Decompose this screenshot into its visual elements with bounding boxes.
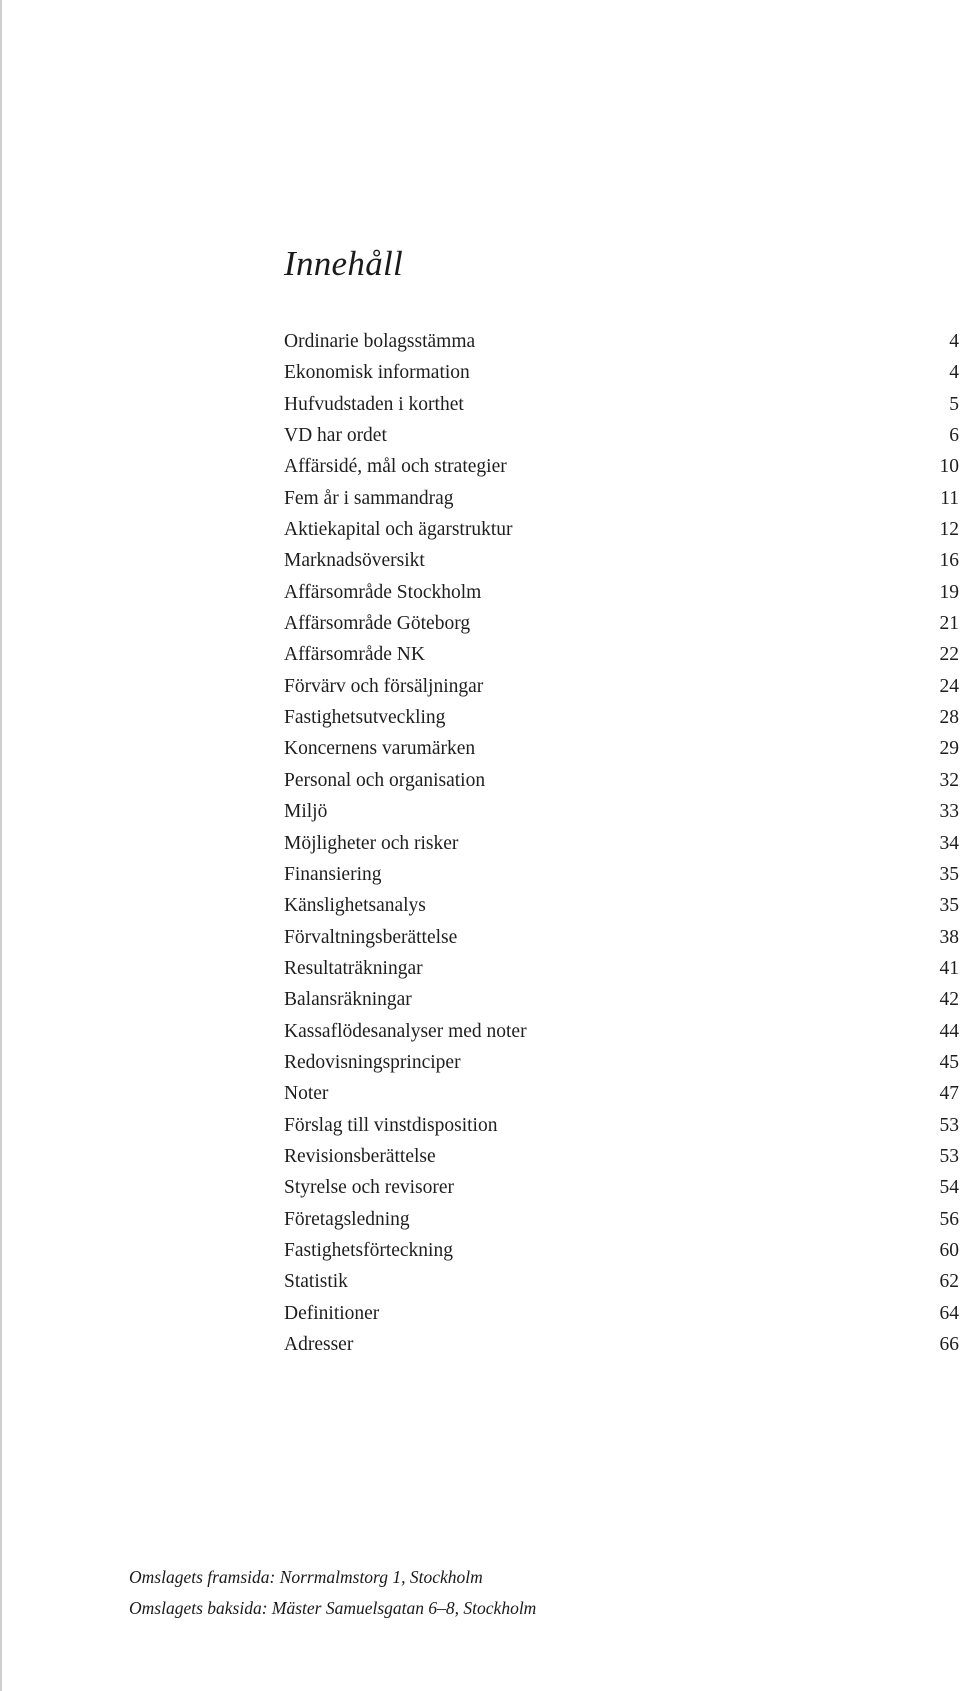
toc-entry-page-number: 42 bbox=[939, 989, 959, 1011]
toc-entry-page-number: 10 bbox=[939, 456, 959, 478]
toc-entry[interactable] bbox=[284, 796, 959, 827]
toc-entry-label: Förslag till vinstdisposition bbox=[284, 1114, 498, 1136]
page-edge bbox=[0, 0, 2, 1691]
toc-entry-label: Aktiekapital och ägarstruktur bbox=[284, 519, 513, 541]
toc-entry[interactable] bbox=[284, 828, 959, 859]
toc-entry[interactable] bbox=[284, 545, 959, 576]
toc-entry[interactable] bbox=[284, 1172, 959, 1203]
toc-entry-label: Ordinarie bolagsstämma bbox=[284, 331, 476, 352]
toc-entry-page-number: 29 bbox=[939, 738, 959, 760]
toc-entry[interactable] bbox=[284, 639, 959, 670]
toc-entry[interactable] bbox=[284, 1298, 959, 1329]
toc-entry-label: Marknadsöversikt bbox=[284, 550, 425, 572]
toc-entry[interactable] bbox=[284, 326, 959, 357]
toc-entry-page-number: 16 bbox=[939, 550, 959, 572]
toc-entry[interactable] bbox=[284, 765, 959, 796]
toc-entry-page-number: 60 bbox=[939, 1239, 959, 1261]
toc-entry-page-number: 56 bbox=[939, 1208, 959, 1230]
toc-entry[interactable] bbox=[284, 514, 959, 545]
toc-entry-label: Miljö bbox=[284, 801, 328, 823]
toc-entry[interactable] bbox=[284, 389, 959, 420]
toc-entry-page-number: 5 bbox=[949, 393, 959, 415]
toc-entry-label: Finansiering bbox=[284, 863, 382, 885]
toc-entry-page-number: 11 bbox=[940, 487, 959, 509]
toc-entry-label: Förvärv och försäljningar bbox=[284, 675, 484, 697]
toc-entry-page-number: 35 bbox=[939, 863, 959, 885]
toc-entry-page-number: 45 bbox=[939, 1051, 959, 1073]
toc-entry-page-number: 22 bbox=[939, 644, 959, 666]
toc-entry-page-number: 12 bbox=[939, 519, 959, 541]
toc-entry-label: Fastighetsutveckling bbox=[284, 707, 446, 729]
page-title: Innehåll bbox=[284, 244, 404, 283]
toc-entry-label: Adresser bbox=[284, 1334, 354, 1355]
toc-entry[interactable] bbox=[284, 1016, 959, 1047]
front-cover-caption: Omslagets framsida: Norrmalmstorg 1, Stockholm bbox=[129, 1567, 483, 1587]
toc-entry-page-number: 38 bbox=[939, 926, 959, 948]
table-of-contents bbox=[284, 326, 959, 1360]
toc-entry-label: Möjligheter och risker bbox=[284, 832, 459, 854]
cover-captions bbox=[129, 1562, 536, 1624]
toc-entry-page-number: 35 bbox=[939, 895, 959, 917]
toc-entry[interactable] bbox=[284, 608, 959, 639]
toc-entry-label: Kassaflödesanalyser med noter bbox=[284, 1020, 527, 1042]
toc-entry[interactable] bbox=[284, 733, 959, 764]
toc-entry-label: Affärsidé, mål och strategier bbox=[284, 456, 507, 478]
toc-entry-page-number: 53 bbox=[939, 1145, 959, 1167]
toc-entry[interactable] bbox=[284, 1110, 959, 1141]
toc-entry-label: Förvaltningsberättelse bbox=[284, 926, 458, 948]
back-cover-caption: Omslagets baksida: Mäster Samuelsgatan 6–8, Stockholm bbox=[129, 1598, 537, 1618]
toc-entry[interactable] bbox=[284, 984, 959, 1015]
toc-entry-page-number: 64 bbox=[939, 1302, 959, 1324]
toc-entry-page-number: 32 bbox=[939, 769, 959, 791]
toc-entry[interactable] bbox=[284, 420, 959, 451]
toc-entry-label: Redovisningsprinciper bbox=[284, 1051, 461, 1073]
toc-entry-page-number: 33 bbox=[939, 801, 959, 823]
toc-entry-page-number: 44 bbox=[939, 1020, 959, 1042]
toc-entry-label: VD har ordet bbox=[284, 425, 387, 447]
toc-entry-page-number: 21 bbox=[939, 613, 959, 635]
toc-entry[interactable] bbox=[284, 1141, 959, 1172]
toc-entry-label: Fastighetsförteckning bbox=[284, 1239, 453, 1261]
toc-entry-label: Personal och organisation bbox=[284, 769, 486, 791]
toc-entry-page-number: 4 bbox=[949, 331, 959, 352]
toc-entry-label: Affärsområde Göteborg bbox=[284, 613, 471, 635]
toc-entry[interactable] bbox=[284, 483, 959, 514]
toc-entry-label: Balansräkningar bbox=[284, 989, 412, 1011]
toc-entry[interactable] bbox=[284, 577, 959, 608]
toc-entry-label: Känslighetsanalys bbox=[284, 895, 426, 917]
toc-entry-label: Revisionsberättelse bbox=[284, 1145, 436, 1167]
toc-entry-label: Definitioner bbox=[284, 1302, 380, 1324]
toc-entry[interactable] bbox=[284, 451, 959, 482]
toc-entry-page-number: 24 bbox=[939, 675, 959, 697]
toc-entry-page-number: 47 bbox=[939, 1083, 959, 1105]
toc-entry-label: Statistik bbox=[284, 1271, 348, 1293]
toc-entry-page-number: 28 bbox=[939, 707, 959, 729]
toc-entry-label: Hufvudstaden i korthet bbox=[284, 393, 464, 415]
toc-entry[interactable] bbox=[284, 1235, 959, 1266]
toc-entry-label: Ekonomisk information bbox=[284, 362, 470, 384]
toc-entry-label: Resultaträkningar bbox=[284, 957, 423, 979]
toc-entry-label: Affärsområde NK bbox=[284, 644, 425, 666]
toc-entry[interactable] bbox=[284, 922, 959, 953]
toc-entry-page-number: 19 bbox=[939, 581, 959, 603]
toc-entry[interactable] bbox=[284, 859, 959, 890]
toc-entry[interactable] bbox=[284, 1047, 959, 1078]
toc-entry[interactable] bbox=[284, 890, 959, 921]
toc-entry-label: Koncernens varumärken bbox=[284, 738, 476, 760]
toc-entry[interactable] bbox=[284, 671, 959, 702]
toc-entry-page-number: 62 bbox=[939, 1271, 959, 1293]
toc-entry-page-number: 53 bbox=[939, 1114, 959, 1136]
toc-entry[interactable] bbox=[284, 1266, 959, 1297]
toc-entry[interactable] bbox=[284, 702, 959, 733]
toc-entry-page-number: 34 bbox=[939, 832, 959, 854]
toc-entry[interactable] bbox=[284, 953, 959, 984]
toc-entry-label: Noter bbox=[284, 1083, 329, 1105]
toc-entry-label: Företagsledning bbox=[284, 1208, 410, 1230]
toc-entry[interactable] bbox=[284, 1204, 959, 1235]
toc-entry[interactable] bbox=[284, 1078, 959, 1109]
toc-entry-page-number: 54 bbox=[939, 1177, 959, 1199]
toc-entry-label: Affärsområde Stockholm bbox=[284, 581, 482, 603]
toc-entry-label: Fem år i sammandrag bbox=[284, 487, 454, 509]
toc-entry-label: Styrelse och revisorer bbox=[284, 1177, 455, 1199]
toc-entry[interactable] bbox=[284, 357, 959, 388]
toc-entry-page-number: 4 bbox=[949, 362, 959, 384]
toc-entry[interactable] bbox=[284, 1329, 959, 1360]
toc-entry-page-number: 41 bbox=[939, 957, 959, 979]
toc-entry-page-number: 66 bbox=[939, 1334, 959, 1355]
toc-entry-page-number: 6 bbox=[949, 425, 959, 447]
